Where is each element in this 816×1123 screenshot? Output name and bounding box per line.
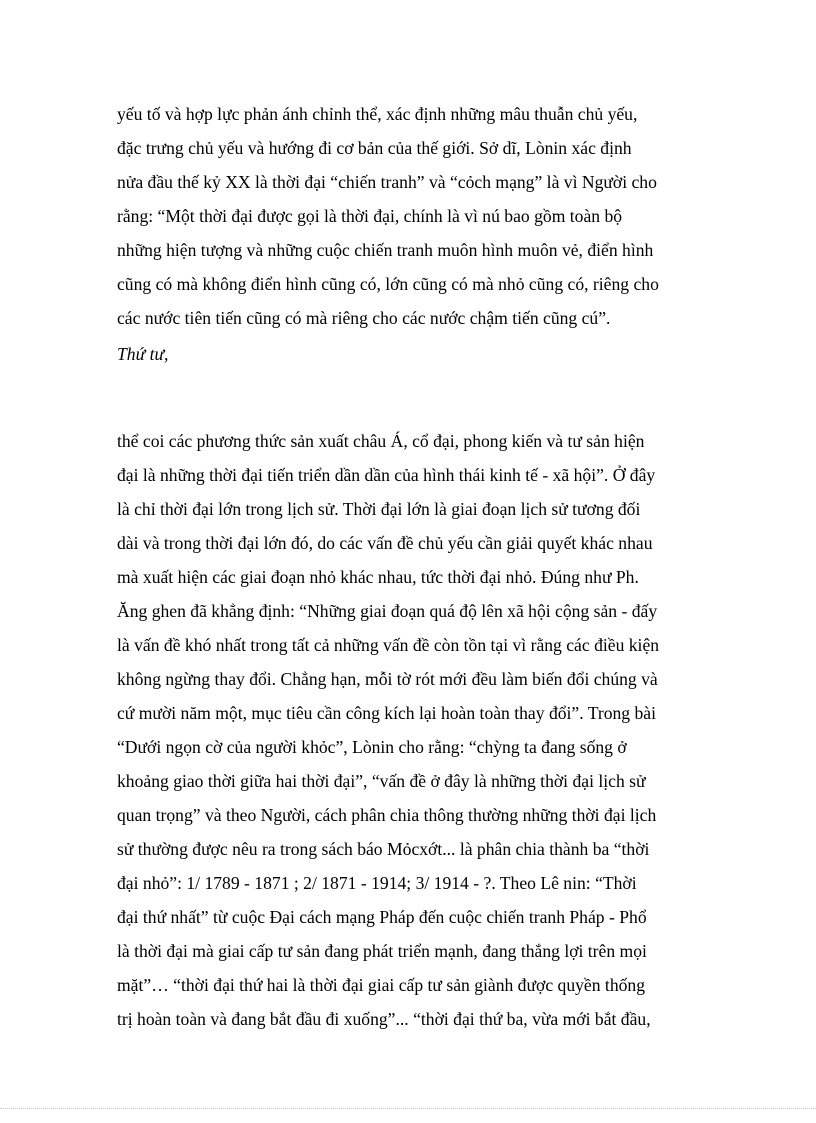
text-line: đại là những thời đại tiến triển dần dần của hình thái kinh tế - xã hội”. Ở đây: [117, 465, 656, 485]
text-line: Ăng ghen đã khẳng định: “Những giai đoạn quá độ lên xã hội cộng sản - đấy: [117, 601, 658, 621]
text-line: “Dưới ngọn cờ của người khỏc”, Lònin cho rằng: “chỳng ta đang sống ở: [117, 737, 627, 757]
text-line: khoảng giao thời giữa hai thời đại”, “vấn đề ở đây là những thời đại lịch sử: [117, 771, 646, 791]
text-line: thể coi các phương thức sản xuất châu Á, cổ đại, phong kiến và tư sản hiện: [117, 431, 645, 451]
text-line: mặt”… “thời đại thứ hai là thời đại giai cấp tư sản giành được quyền thống: [117, 975, 646, 995]
text-line: cứ mười năm một, mục tiêu cần công kích lại hoàn toàn thay đổi”. Trong bài: [117, 703, 656, 723]
text-line: rằng: “Một thời đại được gọi là thời đại, chính là vì nú bao gồm toàn bộ: [117, 206, 623, 226]
text-line: đại thứ nhất” từ cuộc Đại cách mạng Pháp đến cuộc chiến tranh Pháp - Phổ: [117, 907, 647, 927]
text-line: dài và trong thời đại lớn đó, do các vấn đề chủ yếu cần giải quyết khác nhau: [117, 533, 653, 553]
text-line: nửa đầu thế kỷ XX là thời đại “chiến tranh” và “cỏch mạng” là vì Người cho: [117, 172, 657, 192]
text-line: quan trọng” và theo Người, cách phân chia thông thường những thời đại lịch: [117, 805, 657, 825]
section-heading: Thứ tư,: [117, 344, 169, 364]
text-line: trị hoàn toàn và đang bắt đầu đi xuống”... “thời đại thứ ba, vừa mới bắt đầu,: [117, 1009, 651, 1029]
text-line: những hiện tượng và những cuộc chiến tranh muôn hình muôn vẻ, điển hình: [117, 240, 654, 260]
paragraph-intro: [117, 97, 697, 335]
page-bottom-divider: [0, 1108, 816, 1109]
text-line: là chỉ thời đại lớn trong lịch sử. Thời đại lớn là giai đoạn lịch sử tương đối: [117, 499, 641, 519]
text-line: yếu tố và hợp lực phản ánh chỉnh thể, xác định những mâu thuẫn chủ yếu,: [117, 104, 638, 124]
text-line: sử thường được nêu ra trong sách báo Mỏcxớt... là phân chia thành ba “thời: [117, 839, 650, 859]
text-line: không ngừng thay đổi. Chẳng hạn, mỗi tờ rót mới đều làm biến đổi chúng và: [117, 669, 658, 689]
text-line: là vấn đề khó nhất trong tất cả những vấn đề còn tồn tại vì rằng các điều kiện: [117, 635, 660, 655]
text-line: các nước tiên tiến cũng có mà riêng cho các nước chậm tiến cũng cú”.: [117, 308, 611, 328]
text-line: cũng có mà không điển hình cũng có, lớn cũng có mà nhỏ cũng có, riêng cho: [117, 274, 659, 294]
text-line: là thời đại mà giai cấp tư sản đang phát triển mạnh, đang thắng lợi trên mọi: [117, 941, 647, 961]
text-line: đại nhỏ”: 1/ 1789 - 1871 ; 2/ 1871 - 1914; 3/ 1914 - ?. Theo Lê nin: “Thời: [117, 873, 637, 893]
text-line: mà xuất hiện các giai đoạn nhỏ khác nhau, tức thời đại nhỏ. Đúng như Ph.: [117, 567, 639, 587]
paragraph-body: [117, 424, 697, 1036]
text-line: đặc trưng chủ yếu và hướng đi cơ bản của thế giới. Sở dĩ, Lònin xác định: [117, 138, 632, 158]
